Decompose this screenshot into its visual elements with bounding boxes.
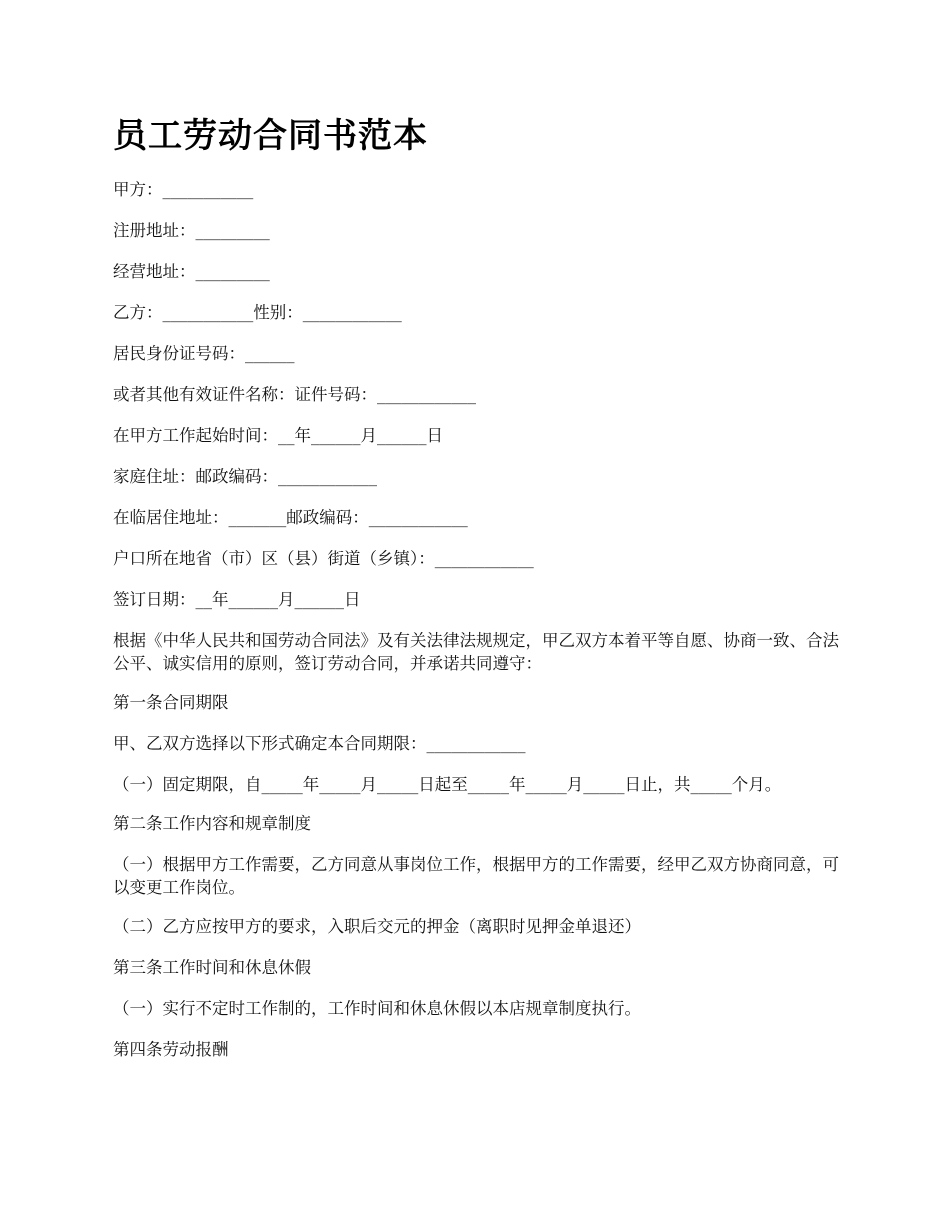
temporary-address-line: 在临居住地址：_______邮政编码：____________ bbox=[113, 508, 468, 527]
document-body bbox=[113, 178, 843, 1079]
fixed-term-clause: （一）固定期限，自_____年_____月_____日起至_____年_____月_____日止，共_____个月。 bbox=[113, 775, 782, 794]
home-address-line: 家庭住址：邮政编码：____________ bbox=[113, 467, 377, 486]
party-a-line: 甲方：___________ bbox=[113, 180, 254, 199]
article-2-heading: 第二条工作内容和规章制度 bbox=[113, 814, 311, 833]
article-3-heading: 第三条工作时间和休息休假 bbox=[113, 958, 311, 977]
working-hours-clause-1: （一）实行不定时工作制的，工作时间和休息休假以本店规章制度执行。 bbox=[113, 999, 641, 1018]
document-title: 员工劳动合同书范本 bbox=[113, 116, 428, 156]
registered-address-line: 注册地址：_________ bbox=[113, 221, 270, 240]
start-date-line: 在甲方工作起始时间：__年______月______日 bbox=[113, 426, 443, 445]
article-4-heading: 第四条劳动报酬 bbox=[113, 1040, 229, 1059]
household-registration-line: 户口所在地省（市）区（县）街道（乡镇）：____________ bbox=[113, 549, 534, 568]
other-id-line: 或者其他有效证件名称：证件号码：____________ bbox=[113, 385, 476, 404]
deposit-clause-2: （二）乙方应按甲方的要求，入职后交元的押金（离职时见押金单退还） bbox=[113, 917, 641, 936]
contract-term-form-line: 甲、乙双方选择以下形式确定本合同期限：____________ bbox=[113, 734, 526, 753]
article-1-heading: 第一条合同期限 bbox=[113, 693, 229, 712]
preamble-paragraph: 根据《中华人民共和国劳动合同法》及有关法律法规规定，甲乙双方本着平等自愿、协商一致、合法公平、诚实信用的原则，签订劳动合同，并承诺共同遵守： bbox=[113, 631, 839, 673]
signing-date-line: 签订日期：__年______月______日 bbox=[113, 590, 361, 609]
business-address-line: 经营地址：_________ bbox=[113, 262, 270, 281]
party-b-gender-line: 乙方：___________性别：____________ bbox=[113, 303, 402, 322]
id-number-line: 居民身份证号码：______ bbox=[113, 344, 295, 363]
job-content-clause-1: （一）根据甲方工作需要，乙方同意从事岗位工作，根据甲方的工作需要，经甲乙双方协商同意，可以变更工作岗位。 bbox=[113, 855, 839, 897]
